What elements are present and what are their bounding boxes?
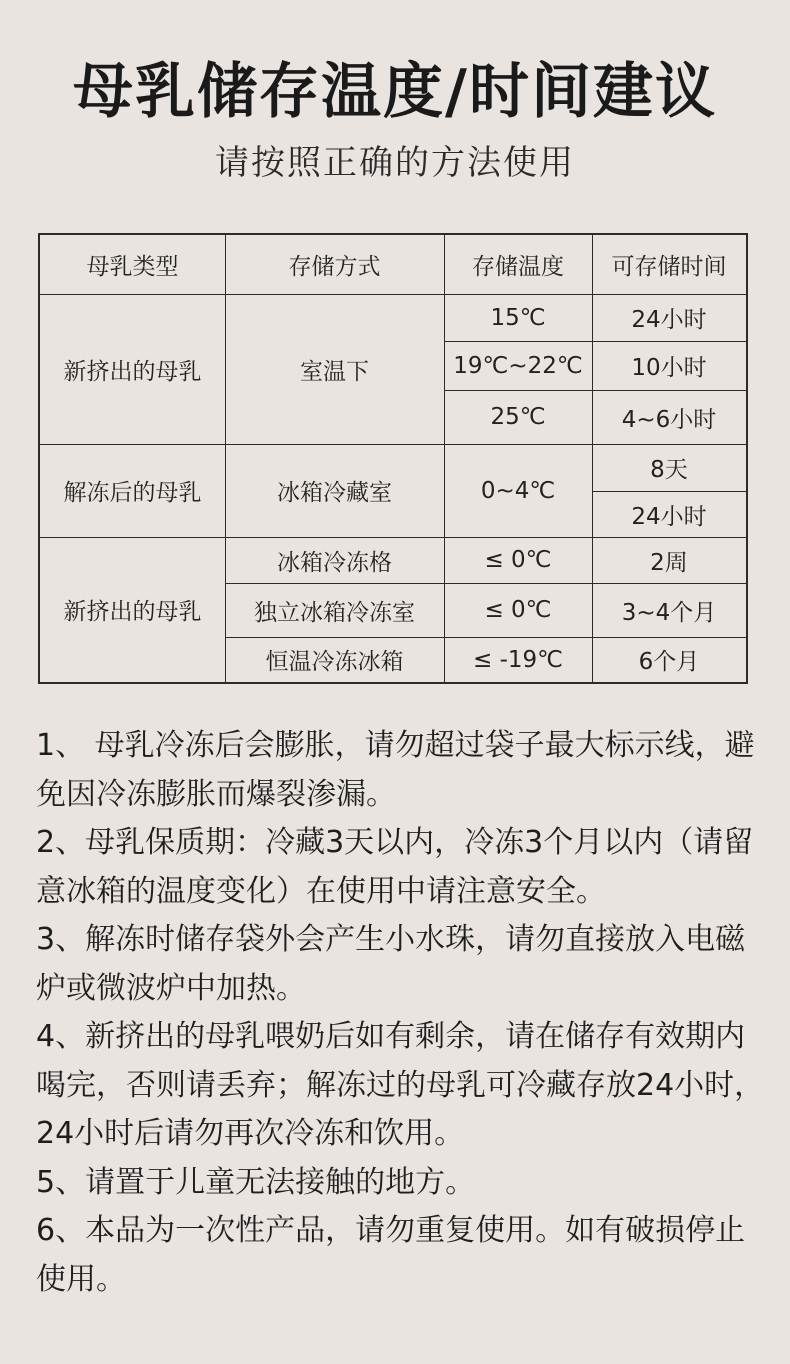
group3-method-1: 冰箱冷冻格 xyxy=(277,549,392,576)
group3-method-2: 独立冰箱冷冻室 xyxy=(254,599,415,626)
header-method: 存储方式 xyxy=(288,254,381,280)
group3-type: 新挤出的母乳 xyxy=(63,599,202,625)
note-item: 4、新挤出的母乳喂奶后如有剩余，请在储存有效期内喝完，否则请丢弃；解冻过的母乳可冷藏存放24小时，24小时后请勿再次冷冻和饮用。 xyxy=(36,1019,765,1151)
group2-time-2: 24小时 xyxy=(631,503,707,530)
group3-time-2: 3~4个月 xyxy=(621,599,717,626)
storage-table xyxy=(38,233,748,684)
group3-time-3: 6个月 xyxy=(638,649,700,675)
group1-method: 室温下 xyxy=(300,358,369,385)
group2-time-1: 8天 xyxy=(650,457,688,483)
group3-temp-1: ≤ 0℃ xyxy=(484,547,552,573)
page-title: 母乳储存温度/时间建议 xyxy=(73,57,717,127)
group1-temp-3: 25℃ xyxy=(490,404,546,430)
note-item: 5、请置于儿童无法接触的地方。 xyxy=(36,1164,476,1200)
note-item: 1、 母乳冷冻后会膨胀，请勿超过袋子最大标示线，避免因冷冻膨胀而爆裂渗漏。 xyxy=(36,728,755,812)
note-item: 6、本品为一次性产品，请勿重复使用。如有破损停止使用。 xyxy=(36,1213,746,1297)
usage-notes xyxy=(36,722,766,1304)
header-time: 可存储时间 xyxy=(611,254,727,280)
note-item: 2、母乳保质期：冷藏3天以内，冷冻3个月以内（请留意冰箱的温度变化）在使用中请注意安全。 xyxy=(36,825,754,909)
page-subtitle: 请按照正确的方法使用 xyxy=(215,143,575,183)
group2-temp: 0~4℃ xyxy=(480,477,556,504)
group1-time-2: 10小时 xyxy=(631,355,707,381)
group1-temp-1: 15℃ xyxy=(490,304,546,331)
header-temp: 存储温度 xyxy=(472,254,564,280)
note-item: 3、解冻时储存袋外会产生小水珠，请勿直接放入电磁炉或微波炉中加热。 xyxy=(36,922,746,1006)
group3-method-3: 恒温冷冻冰箱 xyxy=(265,649,404,675)
group3-time-1: 2周 xyxy=(650,549,688,576)
group1-time-1: 24小时 xyxy=(631,307,707,333)
group1-type: 新挤出的母乳 xyxy=(63,358,202,385)
group2-method: 冰箱冷藏室 xyxy=(277,480,392,506)
group2-type: 解冻后的母乳 xyxy=(63,480,202,506)
group3-temp-2: ≤ 0℃ xyxy=(484,597,552,623)
group3-temp-3: ≤ -19℃ xyxy=(473,646,563,673)
header-type: 母乳类型 xyxy=(86,254,179,280)
group1-time-3: 4~6小时 xyxy=(621,406,717,433)
group1-temp-2: 19℃~22℃ xyxy=(453,352,583,379)
